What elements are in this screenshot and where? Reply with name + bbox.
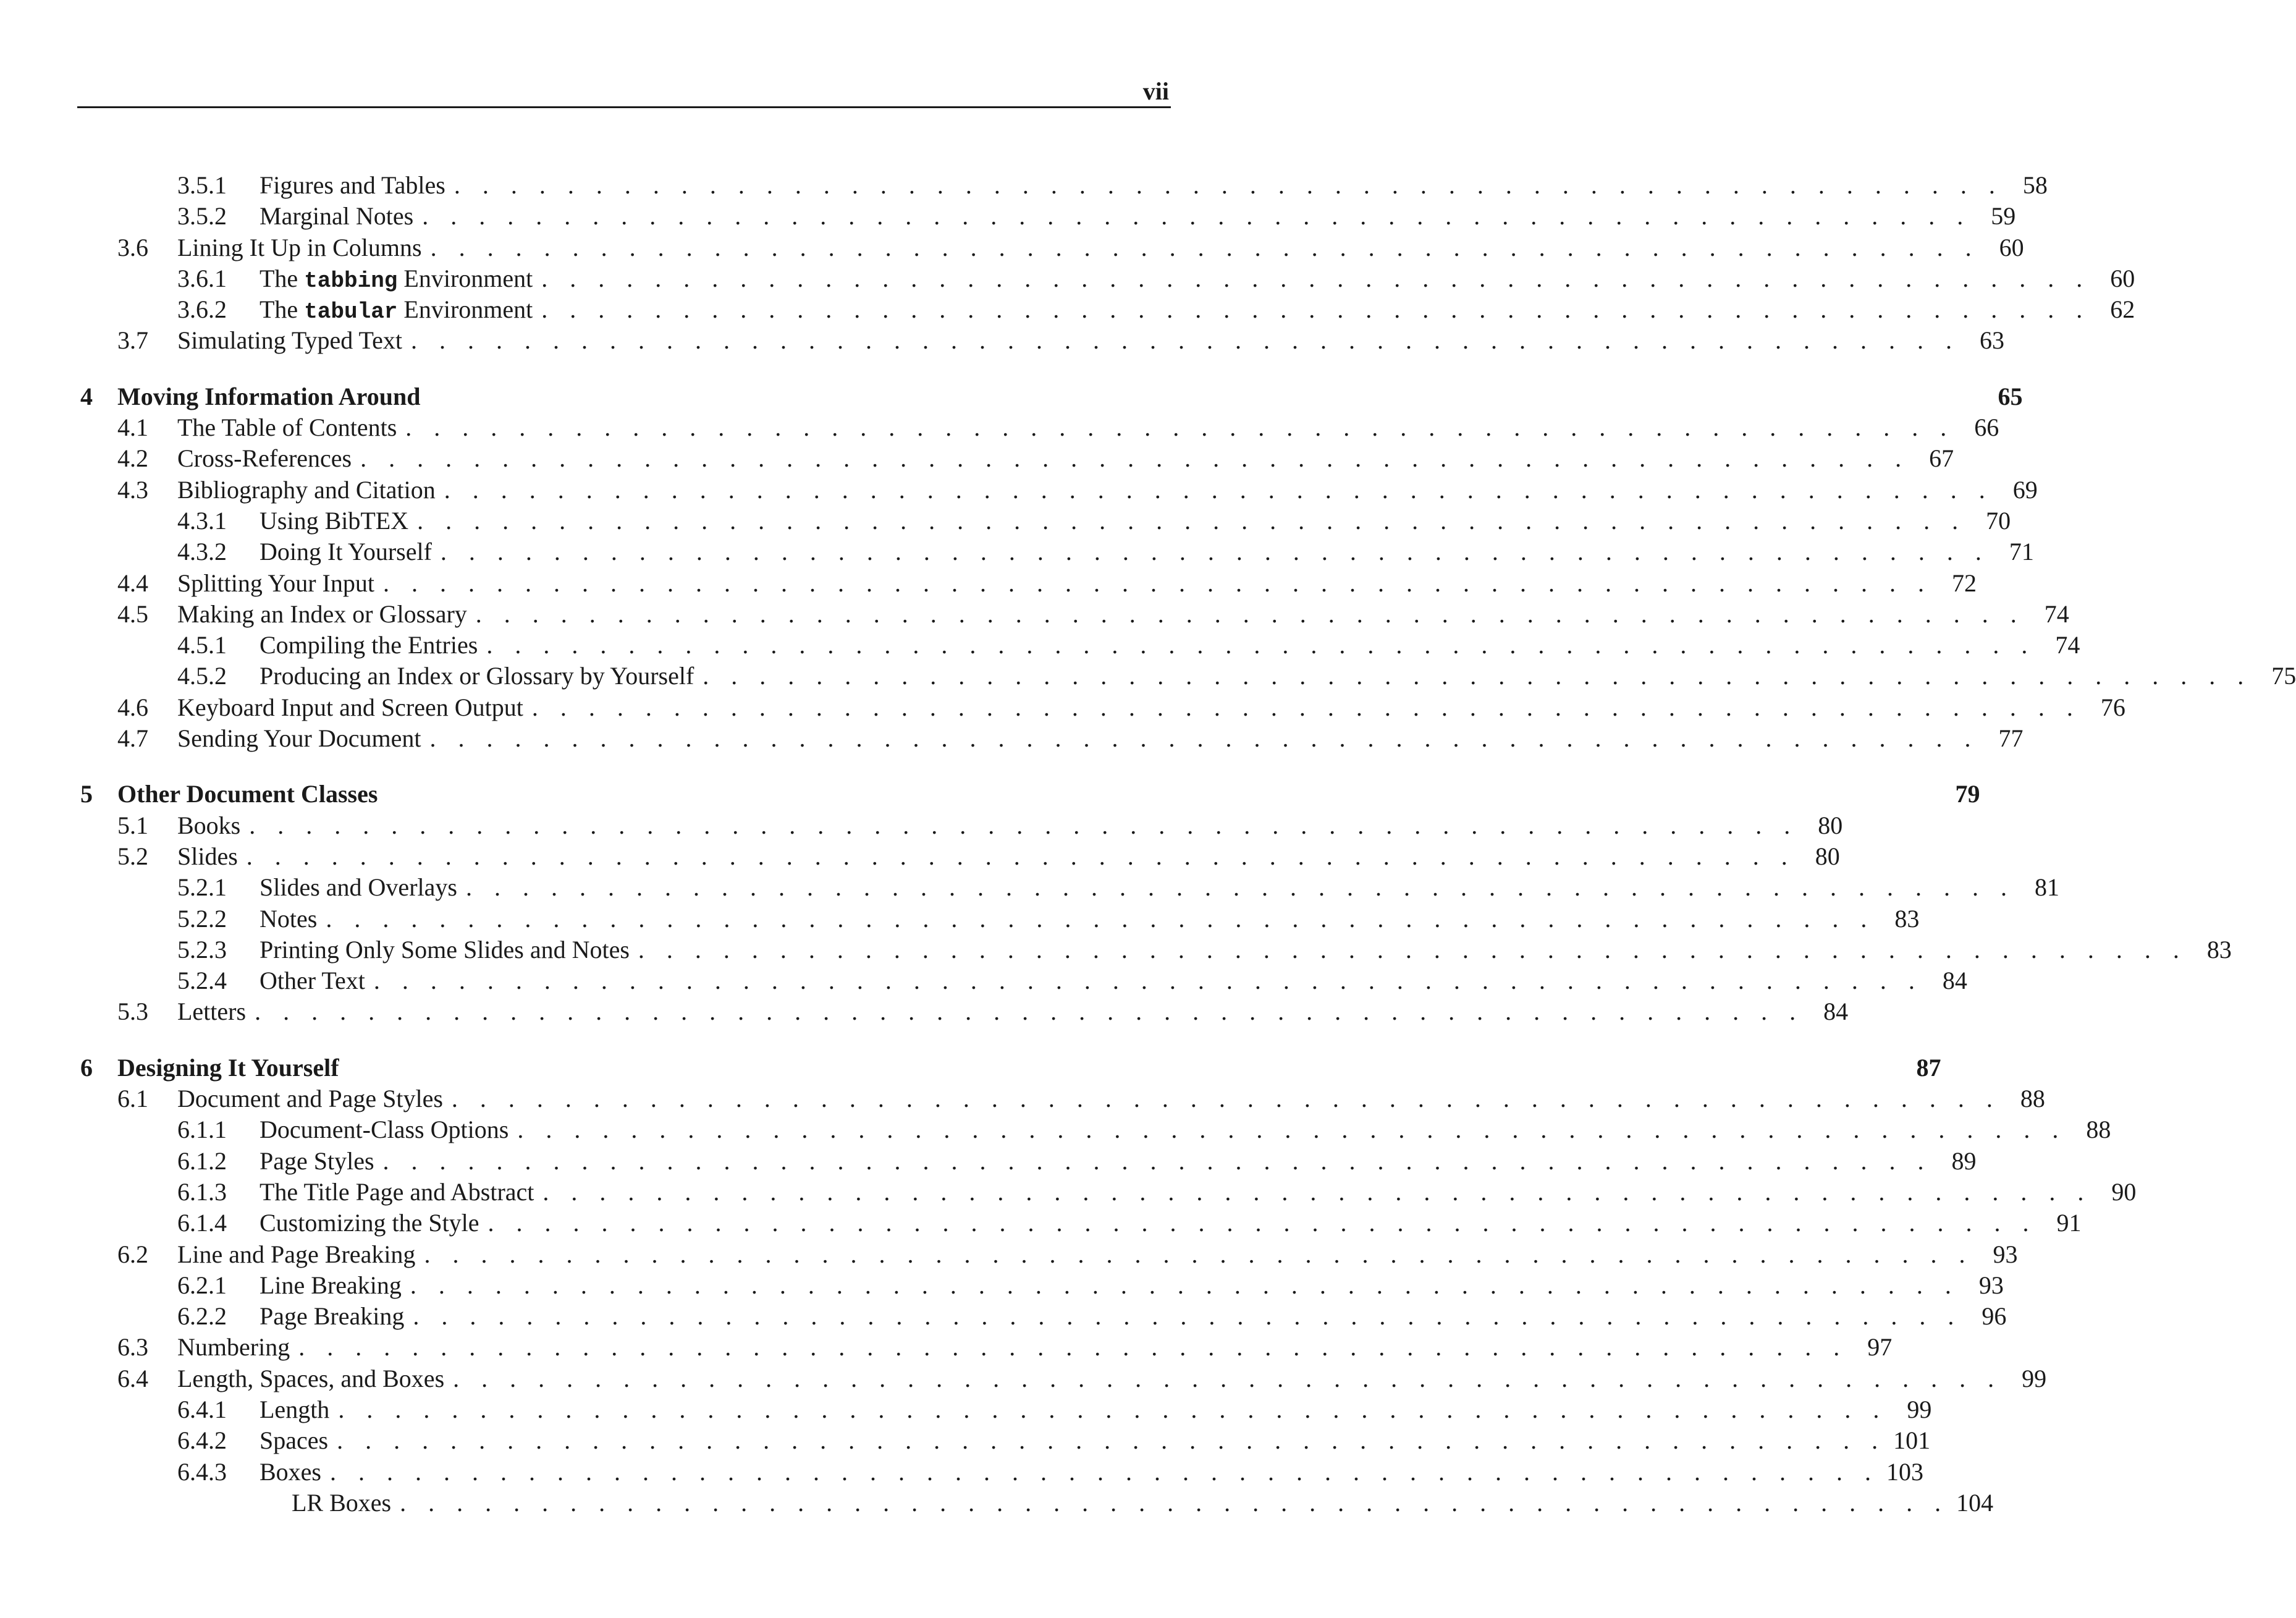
- toc-entry-title: The Title Page and Abstract: [260, 1177, 534, 1206]
- toc-entry-title: Printing Only Some Slides and Notes: [260, 935, 630, 964]
- toc-entry-subsection: [80, 1177, 2137, 1208]
- toc-entry-page: 71: [2009, 538, 2034, 566]
- toc-entry-page: 77: [1998, 724, 2024, 753]
- toc-entry-title: Slides: [177, 842, 238, 870]
- toc-entry-number: 5.2: [117, 842, 148, 870]
- toc-entry-page: 67: [1929, 444, 1954, 473]
- dot-leader: . . . . . . . . . . . . . . . . . . . . . . . . . . . . . . . . . . . . . . . . . . . . . . . . . . . . . . .: [246, 842, 1796, 870]
- toc-entry-number: 3.7: [117, 326, 148, 355]
- toc-entry-title: Lining It Up in Columns: [177, 233, 422, 261]
- toc-entry-page: 72: [1951, 569, 1977, 597]
- toc-entry-chapter: [80, 1053, 1941, 1083]
- toc-entry-number: 6.4.3: [177, 1457, 227, 1486]
- toc-entry-number: 6.1.1: [177, 1116, 227, 1144]
- dot-leader: . . . . . . . . . . . . . . . . . . . . . . . . . . . . . . . . . . . . . . . . . . . . . . . . . . . . . . .: [360, 444, 1910, 473]
- dot-leader: . . . . . . . . . . . . . . . . . . . . . . . . . . . . . . . . . . . . . . . . . . . . . . . . . . . . . . .: [430, 233, 1980, 261]
- header-rule: [77, 106, 1171, 108]
- dot-leader: . . . . . . . . . . . . . . . . . . . . . . . . . . . . . . . . . . . . . . . . . . . . . . . . . . . . . . .: [338, 1395, 1888, 1423]
- dot-leader: . . . . . . . . . . . . . . . . . . . . . . . . . . . . . . . . . . . . . . . . . . . . . . . . . . . . . . .: [451, 1085, 2001, 1113]
- dot-leader: . . . . . . . . . . . . . . . . . . . . . . . . . . . . . . . . . . . . . . . . . . . . . . . . . . . . . . .: [255, 997, 1804, 1026]
- toc-entry-title: Document-Class Options: [260, 1116, 509, 1144]
- toc-entry-section: [80, 1332, 1893, 1363]
- toc-entry-number: 4.3.1: [177, 506, 227, 535]
- dot-leader: . . . . . . . . . . . . . . . . . . . . . . . . . . . . . . . . . . . . . . . . . . . . . . . . . . . . . . .: [422, 202, 1972, 231]
- toc-entry-subsection: [80, 1208, 2082, 1239]
- toc-entry-page: 104: [1956, 1488, 1994, 1517]
- toc-entry-page: 59: [1991, 202, 2016, 231]
- toc-entry-title: Designing It Yourself: [117, 1053, 339, 1082]
- toc-entry-section: [80, 599, 2069, 630]
- toc-entry-page: 93: [1993, 1240, 2018, 1268]
- toc-entry-subsection: [80, 506, 2011, 536]
- toc-entry-page: 87: [1916, 1053, 1941, 1082]
- toc-entry-page: 60: [1999, 233, 2024, 261]
- toc-entry-page: 74: [2044, 599, 2069, 628]
- toc-entry-section: [80, 1239, 2018, 1270]
- toc-entry-title: Doing It Yourself: [260, 538, 432, 566]
- dot-leader: . . . . . . . . . . . . . . . . . . . . . . . . . . . . . . . . . . . . . . . . . . . . . . . . . . . . . . .: [541, 264, 2091, 292]
- toc-entry-page: 63: [1980, 326, 2005, 355]
- toc-entry-title: LR Boxes: [292, 1488, 392, 1517]
- toc-entry-title: Length, Spaces, and Boxes: [177, 1364, 445, 1392]
- dot-leader: . . . . . . . . . . . . . . . . . . . . . . . . . . . . . . . . . . . . . . . . . . . . . . . . . . . . . . .: [382, 1146, 1932, 1175]
- toc-entry-title-code: tabular: [304, 299, 398, 325]
- dot-leader: . . . . . . . . . . . . . . . . . . . . . . . . . . . . . . . . . . . . . . . . . . . . . . . . . . . . . . .: [487, 1209, 2037, 1237]
- toc-entry-page: 58: [2022, 171, 2048, 199]
- dot-leader: . . . . . . . . . . . . . . . . . . . . . . . . . . . . . . . . . . . . . . . . . . . . . . . . . . . . . . .: [454, 171, 2003, 199]
- toc-entry-subsection: [80, 1270, 2004, 1301]
- toc-entry-subsection: [80, 170, 2048, 201]
- toc-entry-page: 75: [2271, 662, 2296, 690]
- toc-entry-number: 4.3: [117, 475, 148, 504]
- toc-entry-number: 4.6: [117, 693, 148, 721]
- dot-leader: . . . . . . . . . . . . . . . . . . . . . . . . . . . . . . . . . . . . . . . . . . . . . . . . . . . . . . .: [429, 724, 1979, 753]
- dot-leader: . . . . . . . . . . . . . . . . . . . . . . . . . . . . . . . . . . . . . . . . . . . . . . . . . . . . . . .: [465, 873, 2015, 902]
- toc-entry-title: Moving Information Around: [117, 382, 421, 410]
- toc-entry-title: Line Breaking: [260, 1271, 402, 1299]
- dot-leader: . . . . . . . . . . . . . . . . . . . . . . . . . . . . . . . . . . . . . . . . . . . . . . . . . . . . . . .: [703, 662, 2252, 690]
- dot-leader: . . . . . . . . . . . . . . . . . . . . . . . . . . . . . . . . . . . . . . . . . . . . . . . . . . . . . . .: [486, 631, 2036, 659]
- toc-entry-subsection: [80, 294, 2135, 325]
- toc-entry-subsection: [80, 934, 2232, 965]
- toc-entry-subsection: [80, 872, 2059, 903]
- dot-leader: . . . . . . . . . . . . . . . . . . . . . . . . . . . . . . . . . . . . . . . . . . . . . . . . . . . . . . .: [413, 1302, 1962, 1331]
- toc-entry-page: 60: [2110, 264, 2135, 292]
- toc-entry-title: Slides and Overlays: [260, 873, 457, 902]
- toc-entry-section: [80, 475, 2038, 506]
- toc-entry-page: 88: [2020, 1085, 2045, 1113]
- toc-entry-number: 3.5.2: [177, 202, 227, 231]
- toc-entry-number: 6.1.3: [177, 1177, 227, 1206]
- toc-entry-number: 6.4.2: [177, 1426, 227, 1455]
- toc-entry-number: 4.1: [117, 413, 148, 442]
- toc-entry-title: Cross-References: [177, 444, 352, 473]
- toc-entry-number: 5.1: [117, 811, 148, 839]
- toc-entry-paragraph: [80, 1488, 1994, 1518]
- toc-entry-title: The Table of Contents: [177, 413, 397, 442]
- toc-entry-title: Bibliography and Citation: [177, 475, 436, 504]
- toc-entry-title-code: tabbing: [304, 268, 398, 294]
- table-of-contents: [80, 170, 2296, 1518]
- toc-entry-title: Length: [260, 1395, 330, 1423]
- toc-entry-number: 5.2.3: [177, 935, 227, 964]
- toc-entry-section: [80, 723, 2024, 754]
- toc-entry-number: 5.2.2: [177, 904, 227, 933]
- dot-leader: . . . . . . . . . . . . . . . . . . . . . . . . . . . . . . . . . . . . . . . . . . . . . . . . . . . . . . .: [638, 935, 2187, 964]
- toc-entry-page: 65: [1998, 382, 2023, 410]
- toc-entry-title-prefix: The: [260, 295, 305, 324]
- toc-entry-subsection: [80, 1114, 2111, 1145]
- toc-entry-chapter: [80, 381, 2023, 412]
- toc-entry-title: Customizing the Style: [260, 1209, 479, 1237]
- dot-leader: . . . . . . . . . . . . . . . . . . . . . . . . . . . . . . . . . . . . . . . . . . . . . . . . . . . . . . .: [400, 1488, 1949, 1517]
- toc-entry-title: Numbering: [177, 1333, 290, 1362]
- toc-entry-number: 6.3: [117, 1333, 148, 1362]
- toc-entry-title: [260, 263, 541, 297]
- toc-entry-number: 4.7: [117, 724, 148, 753]
- toc-entry-section: [80, 692, 2125, 723]
- toc-entry-page: 79: [1955, 780, 1980, 808]
- toc-entry-title: Page Styles: [260, 1146, 374, 1175]
- toc-entry-title: Simulating Typed Text: [177, 326, 403, 355]
- toc-entry-section: [80, 232, 2024, 263]
- toc-entry-number: 6.2.1: [177, 1271, 227, 1299]
- toc-entry-subsection: [80, 1301, 2007, 1332]
- toc-entry-section: [80, 443, 1954, 474]
- toc-entry-title: Sending Your Document: [177, 724, 421, 753]
- toc-entry-number: 5.2.4: [177, 967, 227, 995]
- toc-entry-number: 4.2: [117, 444, 148, 473]
- toc-entry-subsection: [80, 965, 1967, 996]
- toc-entry-page: 70: [1986, 506, 2011, 535]
- toc-entry-title: Page Breaking: [260, 1302, 405, 1331]
- toc-entry-title: [260, 294, 541, 328]
- toc-entry-subsection: [80, 904, 1920, 934]
- toc-entry-section: [80, 841, 1840, 872]
- toc-entry-title-prefix: The: [260, 264, 305, 292]
- toc-entry-page: 97: [1867, 1333, 1893, 1362]
- toc-entry-page: 62: [2110, 295, 2135, 324]
- toc-entry-section: [80, 568, 1977, 599]
- toc-entry-subsection: [80, 1394, 1932, 1425]
- dot-leader: . . . . . . . . . . . . . . . . . . . . . . . . . . . . . . . . . . . . . . . . . . . . . . . . . . . . . . .: [410, 1271, 1959, 1299]
- toc-entry-page: 99: [1907, 1395, 1932, 1423]
- toc-entry-number: 4.4: [117, 569, 148, 597]
- toc-entry-section: [80, 1083, 2045, 1114]
- toc-entry-subsection: [80, 536, 2034, 567]
- toc-entry-number: 6.4.1: [177, 1395, 227, 1423]
- toc-entry-page: 69: [2012, 475, 2038, 504]
- toc-entry-title: Splitting Your Input: [177, 569, 374, 597]
- toc-entry-number: 5: [80, 780, 93, 808]
- toc-entry-subsection: [80, 1457, 1923, 1488]
- toc-entry-page: 88: [2086, 1116, 2111, 1144]
- toc-entry-number: 6.2.2: [177, 1302, 227, 1331]
- toc-entry-title: Producing an Index or Glossary by Yourself: [260, 662, 694, 690]
- dot-leader: . . . . . . . . . . . . . . . . . . . . . . . . . . . . . . . . . . . . . . . . . . . . . . . . . . . . . . .: [440, 538, 1990, 566]
- toc-entry-page: 83: [2206, 935, 2232, 964]
- dot-leader: . . . . . . . . . . . . . . . . . . . . . . . . . . . . . . . . . . . . . . . . . . . . . . . . . . . . . . .: [541, 295, 2091, 324]
- toc-entry-page: 91: [2056, 1209, 2082, 1237]
- dot-leader: . . . . . . . . . . . . . . . . . . . . . . . . . . . . . . . . . . . . . . . . . . . . . . . . . . . . . . .: [444, 475, 1993, 504]
- toc-entry-page: 96: [1982, 1302, 2007, 1331]
- toc-entry-number: 6.2: [117, 1240, 148, 1268]
- dot-leader: . . . . . . . . . . . . . . . . . . . . . . . . . . . . . . . . . . . . . . . . . . . . . . . . . . . . . . .: [542, 1177, 2092, 1206]
- toc-entry-page: 84: [1823, 997, 1849, 1026]
- dot-leader: . . . . . . . . . . . . . . . . . . . . . . . . . . . . . . . . . . . . . . . . . . . . . . . . . . . . . . .: [382, 569, 1932, 597]
- toc-entry-page: 83: [1894, 904, 1920, 933]
- toc-entry-page: 99: [2022, 1364, 2047, 1392]
- page-number: vii: [1142, 77, 1169, 105]
- dot-leader: . . . . . . . . . . . . . . . . . . . . . . . . . . . . . . . . . . . . . . . . . . . . . . . . . . . . . . .: [517, 1116, 2067, 1144]
- toc-entry-number: 6.1.4: [177, 1209, 227, 1237]
- toc-entry-title: Boxes: [260, 1457, 321, 1486]
- toc-entry-page: 89: [1951, 1146, 1977, 1175]
- toc-entry-page: 93: [1978, 1271, 2004, 1299]
- toc-entry-title-suffix: Environment: [397, 264, 533, 292]
- toc-entry-number: 6: [80, 1053, 93, 1082]
- toc-entry-title: Figures and Tables: [260, 171, 445, 199]
- toc-entry-title: Keyboard Input and Screen Output: [177, 693, 523, 721]
- toc-entry-section: [80, 325, 2005, 356]
- toc-entry-number: 6.4: [117, 1364, 148, 1392]
- toc-entry-title: Document and Page Styles: [177, 1085, 443, 1113]
- toc-entry-title: Other Text: [260, 967, 365, 995]
- toc-entry-number: 3.6.1: [177, 264, 227, 292]
- toc-entry-title-suffix: Environment: [397, 295, 533, 324]
- toc-entry-page: 74: [2055, 631, 2080, 659]
- toc-entry-subsection: [80, 630, 2080, 661]
- toc-entry-title: Books: [177, 811, 241, 839]
- toc-entry-subsection: [80, 201, 2016, 232]
- toc-entry-number: 4: [80, 382, 93, 410]
- toc-entry-title: Other Document Classes: [117, 780, 378, 808]
- dot-leader: . . . . . . . . . . . . . . . . . . . . . . . . . . . . . . . . . . . . . . . . . . . . . . . . . . . . . . .: [326, 904, 1875, 933]
- toc-entry-title: Making an Index or Glossary: [177, 599, 467, 628]
- toc-entry-subsection: [80, 661, 2296, 692]
- toc-entry-page: 66: [1974, 413, 1999, 442]
- toc-entry-number: 6.1: [117, 1085, 148, 1113]
- toc-entry-number: 3.5.1: [177, 171, 227, 199]
- dot-leader: . . . . . . . . . . . . . . . . . . . . . . . . . . . . . . . . . . . . . . . . . . . . . . . . . . . . . . .: [531, 693, 2081, 721]
- toc-entry-page: 80: [1818, 811, 1843, 839]
- toc-entry-number: 5.2.1: [177, 873, 227, 902]
- dot-leader: . . . . . . . . . . . . . . . . . . . . . . . . . . . . . . . . . . . . . . . . . . . . . . . . . . . . . . .: [417, 506, 1967, 535]
- toc-entry-page: 80: [1815, 842, 1840, 870]
- toc-entry-subsection: [80, 1425, 1931, 1456]
- toc-entry-title: Marginal Notes: [260, 202, 414, 231]
- dot-leader: . . . . . . . . . . . . . . . . . . . . . . . . . . . . . . . . . . . . . . . . . . . . . . . . . . . . . . .: [411, 326, 1960, 355]
- toc-entry-title: Using BibTEX: [260, 506, 409, 535]
- toc-entry-number: 3.6: [117, 233, 148, 261]
- toc-entry-page: 81: [2034, 873, 2059, 902]
- toc-entry-title: Letters: [177, 997, 247, 1026]
- toc-entry-section: [80, 996, 1849, 1027]
- toc-entry-page: 76: [2100, 693, 2125, 721]
- toc-entry-number: 4.3.2: [177, 538, 227, 566]
- toc-entry-number: 4.5: [117, 599, 148, 628]
- dot-leader: . . . . . . . . . . . . . . . . . . . . . . . . . . . . . . . . . . . . . . . . . . . . . . . . . . . . . . .: [424, 1240, 1973, 1268]
- toc-entry-title: Notes: [260, 904, 318, 933]
- toc-entry-number: 4.5.2: [177, 662, 227, 690]
- dot-leader: . . . . . . . . . . . . . . . . . . . . . . . . . . . . . . . . . . . . . . . . . . . . . . . . . . . . . . .: [330, 1457, 1879, 1486]
- toc-entry-number: 4.5.1: [177, 631, 227, 659]
- toc-entry-page: 84: [1942, 967, 1967, 995]
- toc-entry-section: [80, 412, 1999, 443]
- toc-entry-section: [80, 810, 1843, 841]
- toc-entry-title: Line and Page Breaking: [177, 1240, 416, 1268]
- dot-leader: . . . . . . . . . . . . . . . . . . . . . . . . . . . . . . . . . . . . . . . . . . . . . . . . . . . . . . .: [249, 811, 1799, 839]
- toc-entry-subsection: [80, 263, 2135, 294]
- dot-leader: . . . . . . . . . . . . . . . . . . . . . . . . . . . . . . . . . . . . . . . . . . . . . . . . . . . . . . .: [337, 1426, 1886, 1455]
- dot-leader: . . . . . . . . . . . . . . . . . . . . . . . . . . . . . . . . . . . . . . . . . . . . . . . . . . . . . . .: [453, 1364, 2003, 1392]
- toc-entry-page: 101: [1893, 1426, 1931, 1455]
- toc-entry-chapter: [80, 779, 1980, 810]
- dot-leader: . . . . . . . . . . . . . . . . . . . . . . . . . . . . . . . . . . . . . . . . . . . . . . . . . . . . . . .: [475, 599, 2025, 628]
- toc-entry-number: 5.3: [117, 997, 148, 1026]
- dot-leader: . . . . . . . . . . . . . . . . . . . . . . . . . . . . . . . . . . . . . . . . . . . . . . . . . . . . . . .: [405, 413, 1955, 442]
- toc-entry-subsection: [80, 1146, 1977, 1177]
- toc-entry-title: Compiling the Entries: [260, 631, 478, 659]
- toc-entry-page: 103: [1886, 1457, 1923, 1486]
- toc-entry-page: 90: [2111, 1177, 2137, 1206]
- toc-entry-title: Spaces: [260, 1426, 329, 1455]
- dot-leader: . . . . . . . . . . . . . . . . . . . . . . . . . . . . . . . . . . . . . . . . . . . . . . . . . . . . . . .: [298, 1333, 1848, 1362]
- toc-entry-number: 3.6.2: [177, 295, 227, 324]
- dot-leader: . . . . . . . . . . . . . . . . . . . . . . . . . . . . . . . . . . . . . . . . . . . . . . . . . . . . . . .: [373, 967, 1923, 995]
- toc-entry-section: [80, 1363, 2047, 1394]
- toc-entry-number: 6.1.2: [177, 1146, 227, 1175]
